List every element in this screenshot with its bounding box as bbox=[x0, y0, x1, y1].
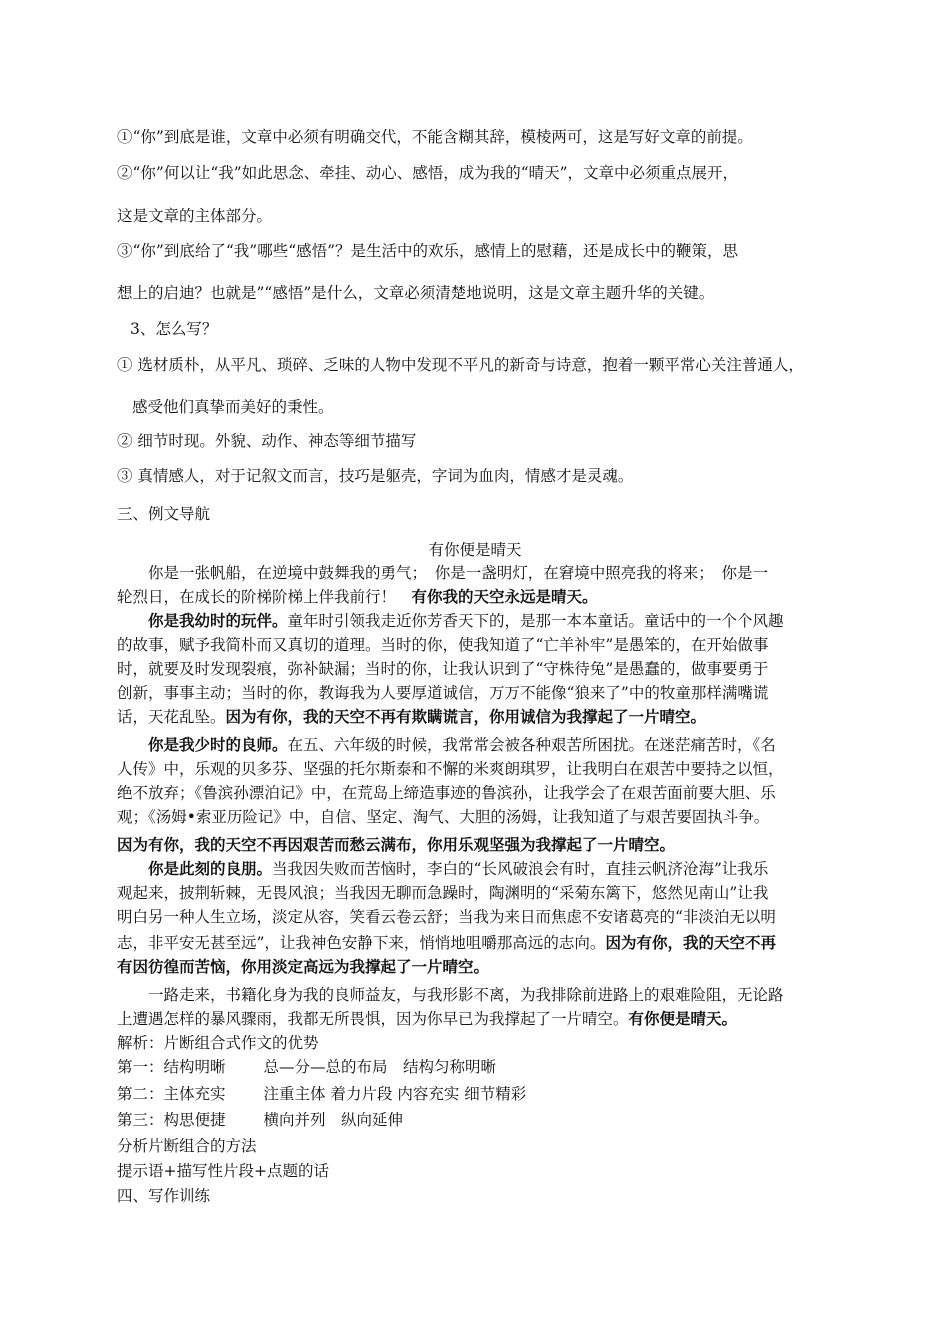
para-1-line-1: 你是我幼时的玩伴。童年时引领我走近你芳香天下的，是那一本本童话。童话中的一个个风趣 bbox=[148, 611, 784, 630]
para-3-line-2: 观起来，披荆斩棘，无畏风浪；当我因无聊而急躁时，陶渊明的“采菊东篱下，悠然见南山”让我 bbox=[117, 884, 769, 902]
point-2-line-2: 这是文章的主体部分。 bbox=[117, 207, 273, 225]
para-4-line-2: 上遭遇怎样的暴风骤雨，我都无所畏惧，因为你早已为我撑起了一片晴空。有你便是晴天。 bbox=[117, 1009, 738, 1028]
method-3: ③ 真情感人，对于记叙文而言，技巧是躯壳，字词为血肉，情感才是灵魂。 bbox=[117, 467, 634, 485]
para-1-line-4: 创新，事事主动；当时的你，教诲我为人要厚道诚信，万万不能像“狼来了”中的牧童那样满嘴谎 bbox=[117, 684, 769, 702]
method-heading: 分析片断组合的方法 bbox=[117, 1137, 257, 1155]
para-2-line-2: 人传》中，乐观的贝多芬、坚强的托尔斯泰和不懈的米爽朗琪罗，让我明白在艰苦中要持之以恒， bbox=[117, 760, 784, 778]
para-3-line-1: 你是此刻的良朋。当我因失败而苦恼时，李白的“长风破浪会有时，直挂云帆济沧海”让我乐 bbox=[148, 859, 769, 878]
para-1-line-2: 的故事，赋予我简朴而又真切的道理。当时的你，使我知道了“亡羊补牢”是愚笨的，在开始做事 bbox=[117, 636, 769, 654]
point-2-line-1: ②“你”何以让“我”如此思念、牵挂、动心、感悟，成为我的“晴天”，文章中必须重点展开， bbox=[117, 164, 739, 182]
para-1-line-5: 话，天花乱坠。因为有你，我的天空不再有欺瞒谎言，你用诚信为我撑起了一片晴空。 bbox=[117, 707, 707, 726]
para-2-line-4: 观；《汤姆•索亚历险记》中，自信、坚定、淘气、大胆的汤姆，让我知道了与艰苦要固执斗争。 bbox=[117, 808, 770, 826]
section-3-heading: 三、例文导航 bbox=[117, 505, 211, 523]
method-1-line-2: 感受他们真挚而美好的秉性。 bbox=[132, 398, 334, 416]
essay-intro-line-1: 你是一张帆船，在逆境中鼓舞我的勇气； 你是一盏明灯，在窘境中照亮我的将来； 你是一 bbox=[148, 564, 769, 582]
point-3-line-1: ③“你”到底给了“我”哪些“感悟”？是生活中的欢乐，感情上的慰藉，还是成长中的鞭策，思 bbox=[117, 242, 739, 260]
para-4-line-1: 一路走来，书籍化身为我的良师益友，与我形影不离，为我排除前进路上的艰难险阻，无论路 bbox=[148, 986, 784, 1004]
analysis-heading: 解析：片断组合式作文的优势 bbox=[117, 1034, 319, 1052]
analysis-item-3: 第三：构思便捷 横向并列 纵向延伸 bbox=[117, 1111, 404, 1129]
method-2: ② 细节时现。外貌、动作、神态等细节描写 bbox=[117, 432, 417, 450]
para-3-line-4: 志，非平安无甚至远”，让我神色安静下来，悄悄地咀嚼那高远的志向。因为有你，我的天空不再 bbox=[117, 933, 776, 952]
para-2-line-1: 你是我少时的良师。在五、六年级的时候，我常常会被各种艰苦所困扰。在迷茫痛苦时，《名 bbox=[148, 735, 776, 754]
analysis-item-1: 第一：结构明晰 总—分—总的布局 结构匀称明晰 bbox=[117, 1058, 497, 1076]
para-2-line-5: 因为有你，我的天空不再因艰苦而愁云满布，你用乐观坚强为我撑起了一片晴空。 bbox=[117, 835, 676, 854]
point-1: ①“你”到底是谁，文章中必须有明确交代，不能含糊其辞，模棱两可，这是写好文章的前提。 bbox=[117, 128, 753, 146]
para-3-line-5: 有因彷徨而苦恼，你用淡定高远为我撑起了一片晴空。 bbox=[117, 957, 490, 976]
method-1-line-1: ① 选材质朴，从平凡、琐碎、乏味的人物中发现不平凡的新奇与诗意，抱着一颗平常心关注普通人， bbox=[117, 356, 804, 374]
section-4-heading: 四、写作训练 bbox=[117, 1187, 211, 1205]
para-1-line-3: 时，就要及时发现裂痕，弥补缺漏；当时的你，让我认识到了“守株待兔”是愚蠢的，做事要勇于 bbox=[117, 660, 769, 678]
analysis-item-2: 第二：主体充实 注重主体 着力片段 内容充实 细节精彩 bbox=[117, 1085, 527, 1103]
point-3-line-2: 想上的启迪？也就是”“感悟”是什么，文章必须清楚地说明，这是文章主题升华的关键。 bbox=[117, 284, 715, 302]
para-3-line-3: 明白另一种人生立场，淡定从容，笑看云卷云舒；当我为来日而焦虑不安诸葛亮的“非淡泊无以明 bbox=[117, 908, 776, 926]
para-2-line-3: 绝不放弃；《鲁滨孙漂泊记》中，在荒岛上缔造事迹的鲁滨孙，让我学会了在艰苦面前要大胆、乐 bbox=[117, 784, 776, 802]
method-text: 提示语+描写性片段+点题的话 bbox=[117, 1162, 329, 1180]
essay-title: 有你便是晴天 bbox=[428, 541, 522, 559]
essay-intro-line-2: 轮烈日，在成长的阶梯阶梯上伴我前行！ 有你我的天空永远是晴天。 bbox=[117, 587, 598, 606]
how-to-write-heading: 3、怎么写？ bbox=[130, 320, 218, 338]
